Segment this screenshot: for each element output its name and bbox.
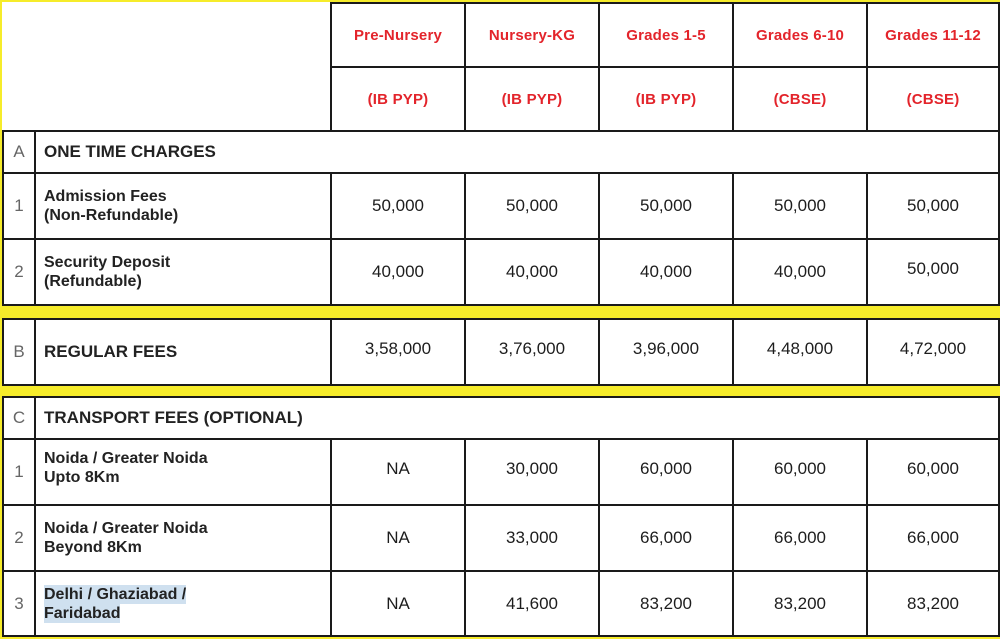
- fee-cell: 40,000: [330, 238, 466, 306]
- fee-cell: 83,200: [866, 570, 1000, 637]
- fee-cell: 41,600: [464, 570, 600, 637]
- row-label-line2: Faridabad: [44, 604, 121, 622]
- grade-header-grades-6-10: Grades 6-10: [732, 2, 868, 68]
- row-label: [34, 438, 332, 506]
- fee-cell: 33,000: [464, 504, 600, 572]
- grade-header-nursery-kg: Nursery-KG: [464, 2, 600, 68]
- row-label-line1: Delhi / Ghaziabad /: [44, 585, 187, 603]
- row-label-line2: Beyond 8Km: [44, 539, 142, 556]
- fee-cell: 50,000: [464, 172, 600, 240]
- grade-header-pre-nursery: Pre-Nursery: [330, 2, 466, 68]
- fee-cell: 50,000: [866, 238, 1000, 306]
- row-label: [34, 238, 332, 306]
- section-title: REGULAR FEES: [34, 318, 332, 386]
- row-label-line1: Admission Fees: [44, 188, 167, 205]
- row-label-line2: (Refundable): [44, 273, 142, 290]
- fee-cell: NA: [330, 504, 466, 572]
- header-corner: [2, 2, 332, 132]
- fee-cell: 66,000: [598, 504, 734, 572]
- fee-cell: 4,72,000: [866, 318, 1000, 386]
- fee-cell: 50,000: [866, 172, 1000, 240]
- fee-cell: 66,000: [732, 504, 868, 572]
- fee-cell: 60,000: [598, 438, 734, 506]
- fee-cell: NA: [330, 570, 466, 637]
- fee-cell: 40,000: [598, 238, 734, 306]
- section-separator: [2, 306, 998, 318]
- fee-cell: 3,58,000: [330, 318, 466, 386]
- fee-cell: 50,000: [732, 172, 868, 240]
- fee-cell: 40,000: [464, 238, 600, 306]
- fee-cell: 83,200: [598, 570, 734, 637]
- row-label-line1: Noida / Greater Noida: [44, 520, 208, 537]
- fee-cell: 4,48,000: [732, 318, 868, 386]
- fee-cell: 30,000: [464, 438, 600, 506]
- row-index: 2: [2, 238, 36, 306]
- fee-cell: 60,000: [866, 438, 1000, 506]
- fee-cell: 60,000: [732, 438, 868, 506]
- row-label: [34, 172, 332, 240]
- row-label-line1: Security Deposit: [44, 254, 171, 271]
- row-label-line1: Noida / Greater Noida: [44, 450, 208, 467]
- row-label: [34, 504, 332, 572]
- board-header-grades-11-12: (CBSE): [866, 66, 1000, 132]
- section-title: TRANSPORT FEES (OPTIONAL): [34, 396, 1000, 440]
- fee-cell: 83,200: [732, 570, 868, 637]
- grade-header-grades-1-5: Grades 1-5: [598, 2, 734, 68]
- section-index: A: [2, 130, 36, 174]
- row-label-line2: Upto 8Km: [44, 469, 120, 486]
- grade-header-grades-11-12: Grades 11-12: [866, 2, 1000, 68]
- section-title: ONE TIME CHARGES: [34, 130, 1000, 174]
- fee-cell: 50,000: [330, 172, 466, 240]
- fee-cell: 40,000: [732, 238, 868, 306]
- fee-cell: NA: [330, 438, 466, 506]
- fee-cell: 3,76,000: [464, 318, 600, 386]
- section-separator: [2, 386, 998, 396]
- row-label: [34, 570, 332, 637]
- board-header-grades-1-5: (IB PYP): [598, 66, 734, 132]
- board-header-grades-6-10: (CBSE): [732, 66, 868, 132]
- row-index: 1: [2, 438, 36, 506]
- row-index: 2: [2, 504, 36, 572]
- row-index: 3: [2, 570, 36, 637]
- row-index: 1: [2, 172, 36, 240]
- fee-cell: 50,000: [598, 172, 734, 240]
- section-index: C: [2, 396, 36, 440]
- fee-cell: 66,000: [866, 504, 1000, 572]
- board-header-pre-nursery: (IB PYP): [330, 66, 466, 132]
- section-index: B: [2, 318, 36, 386]
- board-header-nursery-kg: (IB PYP): [464, 66, 600, 132]
- fee-cell: 3,96,000: [598, 318, 734, 386]
- row-label-line2: (Non-Refundable): [44, 207, 179, 224]
